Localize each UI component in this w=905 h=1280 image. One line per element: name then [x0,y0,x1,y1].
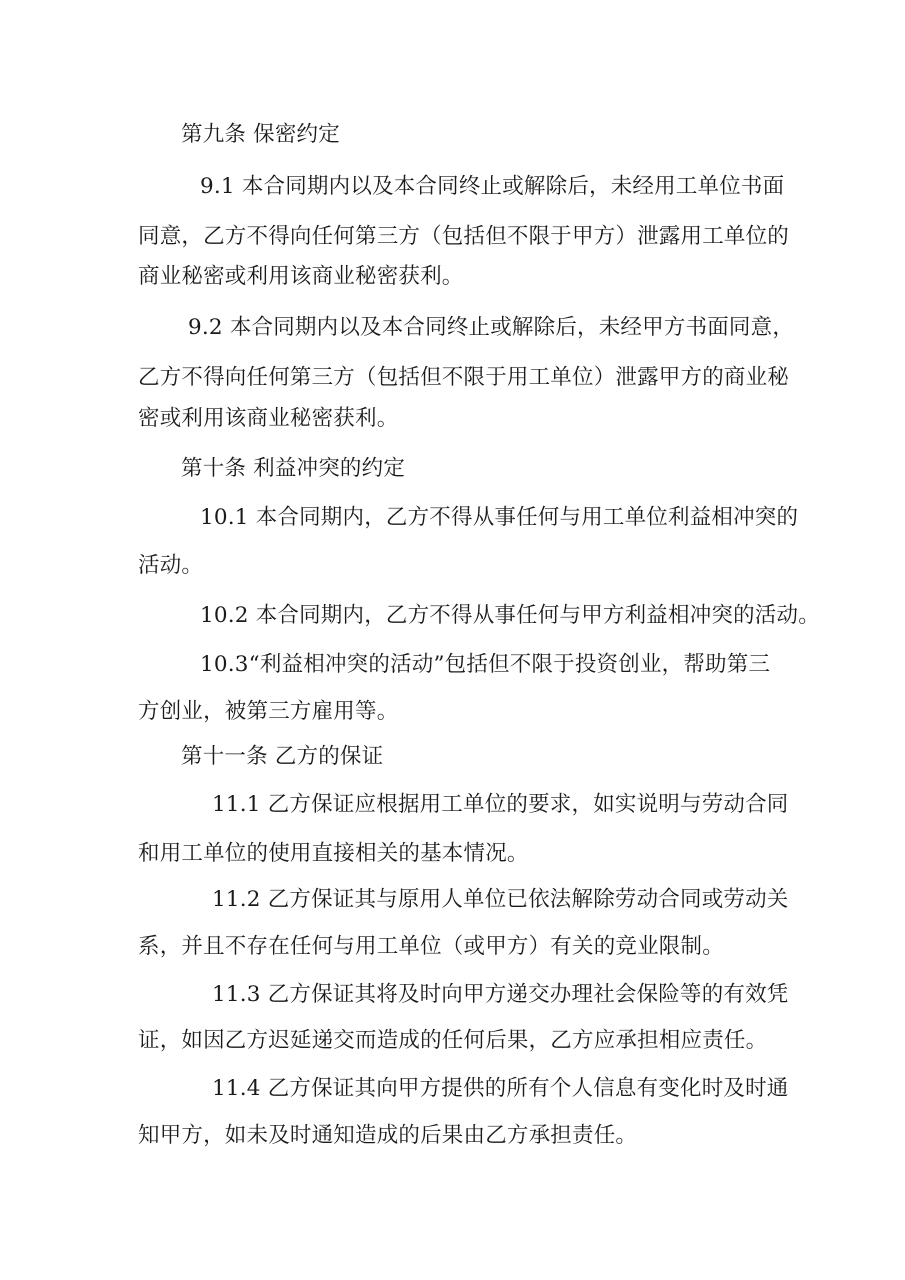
clause-11-1-line-1: 11.1 乙方保证应根据用工单位的要求，如实说明与劳动合同 [212,792,789,817]
clause-11-4-line-2: 知甲方，如未及时通知造成的后果由乙方承担责任。 [138,1123,638,1148]
clause-9-1-line-2: 同意，乙方不得向任何第三方（包括但不限于甲方）泄露用工单位的 [138,224,790,249]
clause-10-2-line-1: 10.2 本合同期内，乙方不得从事任何与甲方利益相冲突的活动。 [200,603,820,628]
clause-11-2-line-1: 11.2 乙方保证其与原用人单位已依法解除劳动合同或劳动关 [212,887,789,912]
clause-9-2-line-3: 密或利用该商业秘密获利。 [138,406,399,431]
clause-10-3-line-1: 10.3“利益相冲突的活动”包括但不限于投资创业，帮助第三 [200,652,771,677]
clause-11-2-line-2: 系，并且不存在任何与用工单位（或甲方）有关的竞业限制。 [138,934,724,959]
clause-11-1-line-2: 和用工单位的使用直接相关的基本情况。 [138,841,529,866]
clause-9-1-line-1: 9.1 本合同期内以及本合同终止或解除后，未经用工单位书面 [200,174,785,199]
clause-11-3-line-1: 11.3 乙方保证其将及时向甲方递交办理社会保险等的有效凭 [212,982,789,1007]
clause-10-3-line-2: 方创业，被第三方雇用等。 [138,699,399,724]
article-9-heading: 第九条 保密约定 [181,122,340,147]
article-11-heading: 第十一条 乙方的保证 [181,744,384,769]
article-10-heading: 第十条 利益冲突的约定 [181,456,406,481]
clause-9-2-line-1: 9.2 本合同期内以及本合同终止或解除后，未经甲方书面同意， [188,315,795,340]
clause-10-1-line-1: 10.1 本合同期内，乙方不得从事任何与用工单位利益相冲突的 [200,505,799,530]
clause-11-4-line-1: 11.4 乙方保证其向甲方提供的所有个人信息有变化时及时通 [212,1076,789,1101]
clause-11-3-line-2: 证，如因乙方迟延递交而造成的任何后果，乙方应承担相应责任。 [138,1028,768,1053]
clause-9-1-line-3: 商业秘密或利用该商业秘密获利。 [138,264,464,289]
clause-10-1-line-2: 活动。 [138,553,204,578]
clause-9-2-line-2: 乙方不得向任何第三方（包括但不限于用工单位）泄露甲方的商业秘 [138,365,790,390]
